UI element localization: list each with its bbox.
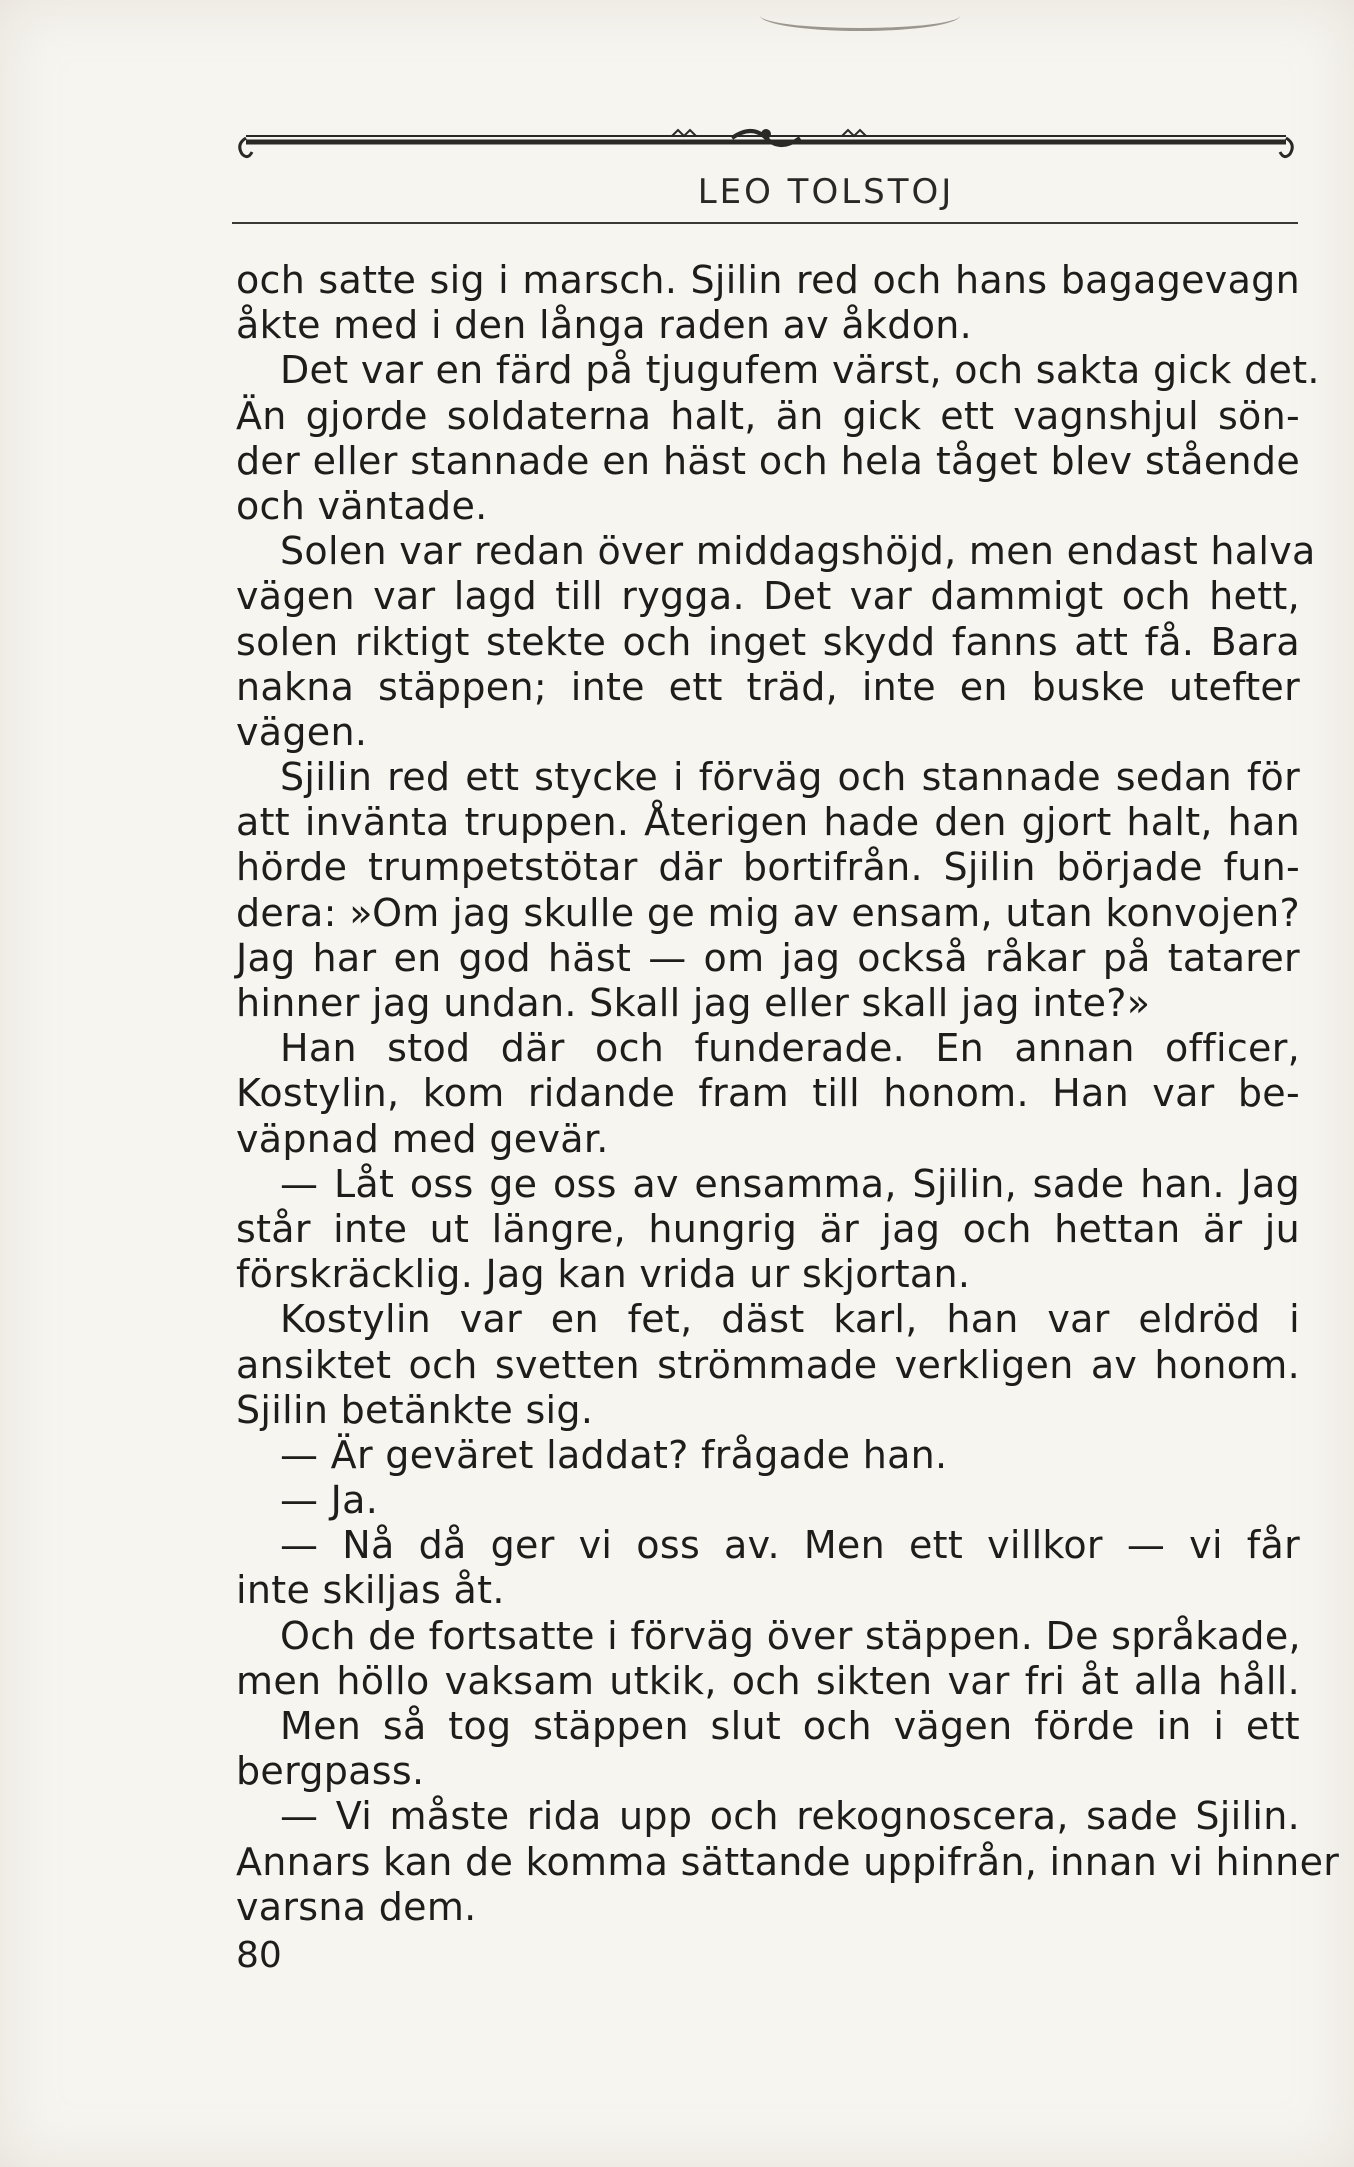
text-line: och satte sig i marsch. Sjilin red och hans bagagevagn bbox=[236, 258, 1300, 302]
text-line: hinner jag undan. Skall jag eller skall jag inte?» bbox=[236, 981, 1151, 1025]
text-line: — Är geväret laddat? frågade han. bbox=[280, 1432, 948, 1477]
text-line: Kostylin, kom ridande fram till honom. Han var be- bbox=[236, 1071, 1300, 1116]
page-number: 80 bbox=[236, 1935, 282, 1976]
text-line: Jag har en god häst — om jag också råkar på tatarer bbox=[236, 935, 1300, 980]
text-line: — Vi måste rida upp och rekognoscera, sade Sjilin. bbox=[280, 1794, 1300, 1839]
text-line: der eller stannade en häst och hela tåget blev stående bbox=[236, 438, 1300, 483]
text-line: ansiktet och svetten strömmade verkligen av honom. bbox=[236, 1342, 1300, 1387]
body-text bbox=[236, 258, 1340, 1930]
text-line: men höllo vaksam utkik, och sikten var fri åt alla håll. bbox=[236, 1658, 1300, 1703]
text-line: åkte med i den långa raden av åkdon. bbox=[236, 303, 973, 348]
text-line: vägen. bbox=[236, 709, 368, 754]
text-line: solen riktigt stekte och inget skydd fanns att få. Bara bbox=[236, 619, 1300, 664]
text-line: Än gjorde soldaterna halt, än gick ett vagnshjul sön- bbox=[236, 393, 1300, 438]
text-line: hörde trumpetstötar där bortifrån. Sjilin började fun- bbox=[236, 845, 1300, 890]
text-line: varsna dem. bbox=[236, 1884, 477, 1929]
text-line: Och de fortsatte i förväg över stäppen. De språkade, bbox=[280, 1613, 1301, 1658]
header-divider bbox=[232, 222, 1298, 224]
text-line: — Ja. bbox=[280, 1478, 379, 1523]
text-line: — Nå då ger vi oss av. Men ett villkor — vi får bbox=[280, 1523, 1300, 1568]
text-line: står inte ut längre, hungrig är jag och hettan är ju bbox=[236, 1206, 1300, 1251]
text-line: väpnad med gevär. bbox=[236, 1116, 609, 1161]
text-line: förskräcklig. Jag kan vrida ur skjortan. bbox=[236, 1252, 971, 1297]
text-line: — Låt oss ge oss av ensamma, Sjilin, sade han. Jag bbox=[280, 1161, 1300, 1206]
text-line: inte skiljas åt. bbox=[236, 1568, 505, 1613]
text-line: Sjilin betänkte sig. bbox=[236, 1387, 594, 1432]
text-line: att invänta truppen. Återigen hade den gjort halt, han bbox=[236, 800, 1300, 845]
text-line: dera: »Om jag skulle ge mig av ensam, utan konvojen? bbox=[236, 890, 1300, 935]
text-line: Han stod där och funderade. En annan officer, bbox=[280, 1026, 1300, 1071]
text-line: bergpass. bbox=[236, 1749, 425, 1794]
text-line: Men så tog stäppen slut och vägen förde in i ett bbox=[280, 1704, 1300, 1748]
text-line: nakna stäppen; inte ett träd, inte en buske utefter bbox=[236, 664, 1300, 709]
text-line: Solen var redan över middagshöjd, men endast halva bbox=[280, 529, 1316, 574]
running-head: LEO TOLSTOJ bbox=[697, 172, 955, 212]
text-line: Kostylin var en fet, däst karl, han var eldröd i bbox=[280, 1297, 1300, 1342]
text-line: Annars kan de komma sättande uppifrån, innan vi hinner bbox=[236, 1839, 1340, 1884]
text-line: Det var en färd på tjugufem värst, och sakta gick det. bbox=[280, 348, 1320, 393]
text-line: vägen var lagd till rygga. Det var dammigt och hett, bbox=[236, 574, 1300, 619]
text-line: och väntade. bbox=[236, 483, 488, 528]
page-tab-edge bbox=[760, 0, 960, 31]
text-line: Sjilin red ett stycke i förväg och stannade sedan för bbox=[280, 755, 1300, 800]
